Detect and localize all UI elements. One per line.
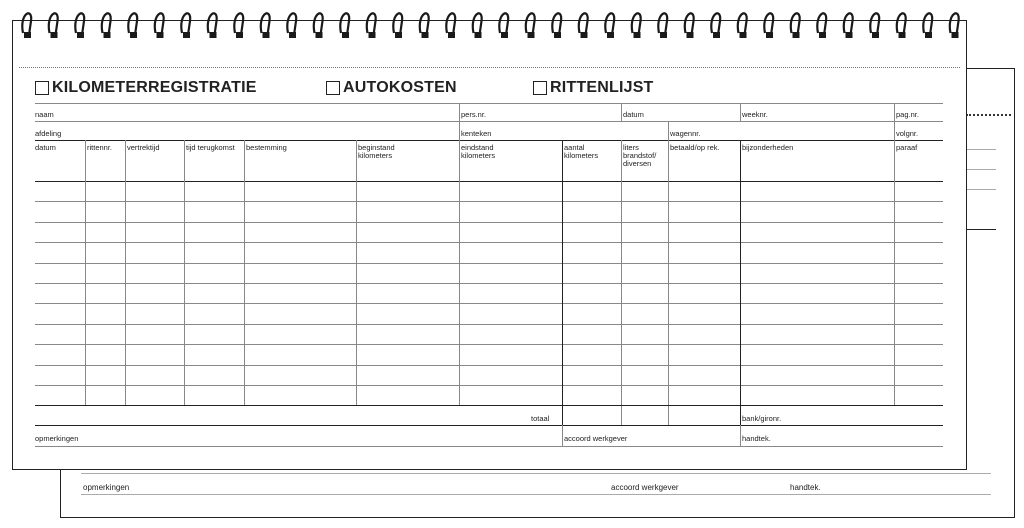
datum-header-label: datum bbox=[623, 110, 644, 119]
rule bbox=[35, 405, 943, 406]
rule bbox=[894, 121, 895, 140]
volgnr-label: volgnr. bbox=[896, 129, 919, 138]
rule bbox=[35, 446, 943, 447]
table-row bbox=[35, 242, 943, 243]
bank-label: bank/gironr. bbox=[742, 414, 782, 423]
back-rule bbox=[966, 229, 996, 230]
back-rule bbox=[81, 494, 991, 495]
back-rule bbox=[966, 169, 996, 170]
column-divider bbox=[125, 140, 126, 405]
pag-nr-label: pag.nr. bbox=[896, 110, 919, 119]
table-row bbox=[35, 263, 943, 264]
pers-nr-label: pers.nr. bbox=[461, 110, 487, 119]
col-aantal: aantal kilometers bbox=[564, 143, 599, 160]
rule bbox=[894, 103, 895, 121]
opmerkingen-label: opmerkingen bbox=[35, 434, 79, 443]
col-bijzonderheden: bijzonderheden bbox=[742, 143, 794, 152]
rule bbox=[740, 425, 741, 446]
weeknr-label: weeknr. bbox=[742, 110, 768, 119]
kenteken-label: kenteken bbox=[461, 129, 492, 138]
column-divider bbox=[621, 140, 622, 425]
column-divider bbox=[459, 140, 460, 405]
col-rittennr: rittennr. bbox=[87, 143, 113, 152]
column-divider bbox=[562, 140, 563, 425]
column-divider bbox=[184, 140, 185, 405]
wagennr-label: wagennr. bbox=[670, 129, 701, 138]
checkbox-label: KILOMETERREGISTRATIE bbox=[52, 79, 257, 96]
column-divider bbox=[740, 140, 741, 425]
totaal-label: totaal bbox=[531, 414, 550, 423]
rule bbox=[668, 121, 669, 140]
back-rule bbox=[966, 189, 996, 190]
col-eindstand: eindstand kilometers bbox=[461, 143, 496, 160]
table-row bbox=[35, 365, 943, 366]
rule bbox=[459, 103, 460, 121]
table-row bbox=[35, 344, 943, 345]
table-row bbox=[35, 222, 943, 223]
table-row bbox=[35, 324, 943, 325]
rule bbox=[35, 425, 943, 426]
column-divider bbox=[244, 140, 245, 405]
back-rule bbox=[966, 149, 996, 150]
rule bbox=[459, 121, 460, 140]
perforation-dots bbox=[966, 114, 1011, 116]
accoord-label: accoord werkgever bbox=[564, 434, 628, 443]
rule bbox=[35, 103, 943, 104]
col-datum: datum bbox=[35, 143, 56, 152]
col-liters: liters brandstof/ diversen bbox=[623, 143, 657, 168]
table-row bbox=[35, 283, 943, 284]
afdeling-label: afdeling bbox=[35, 129, 62, 138]
front-sheet bbox=[12, 20, 967, 470]
column-divider bbox=[894, 140, 895, 405]
back-handtek-label: handtek. bbox=[790, 483, 821, 492]
checkbox-label: AUTOKOSTEN bbox=[343, 79, 457, 96]
col-beginstand: beginstand kilometers bbox=[358, 143, 395, 160]
column-divider bbox=[668, 140, 669, 425]
naam-label: naam bbox=[35, 110, 54, 119]
column-divider bbox=[356, 140, 357, 405]
back-accoord-label: accoord werkgever bbox=[611, 483, 679, 492]
back-rule bbox=[81, 473, 991, 474]
col-paraaf: paraaf bbox=[896, 143, 918, 152]
table-row bbox=[35, 385, 943, 386]
col-bestemming: bestemming bbox=[246, 143, 287, 152]
table-header-rule bbox=[35, 181, 943, 182]
rule bbox=[621, 103, 622, 121]
back-opmerkingen-label: opmerkingen bbox=[83, 483, 130, 492]
rule bbox=[35, 140, 943, 141]
form-grid bbox=[13, 21, 968, 471]
rule bbox=[35, 121, 943, 122]
rule bbox=[562, 425, 563, 446]
col-betaald: betaald/op rek. bbox=[670, 143, 720, 152]
col-vertrektijd: vertrektijd bbox=[127, 143, 160, 152]
column-divider bbox=[85, 140, 86, 405]
table-row bbox=[35, 303, 943, 304]
table-row bbox=[35, 201, 943, 202]
rule bbox=[740, 103, 741, 121]
checkbox-label: RITTENLIJST bbox=[550, 79, 654, 96]
handtek-label: handtek. bbox=[742, 434, 771, 443]
col-tijd-terugkomst: tijd terugkomst bbox=[186, 143, 235, 152]
